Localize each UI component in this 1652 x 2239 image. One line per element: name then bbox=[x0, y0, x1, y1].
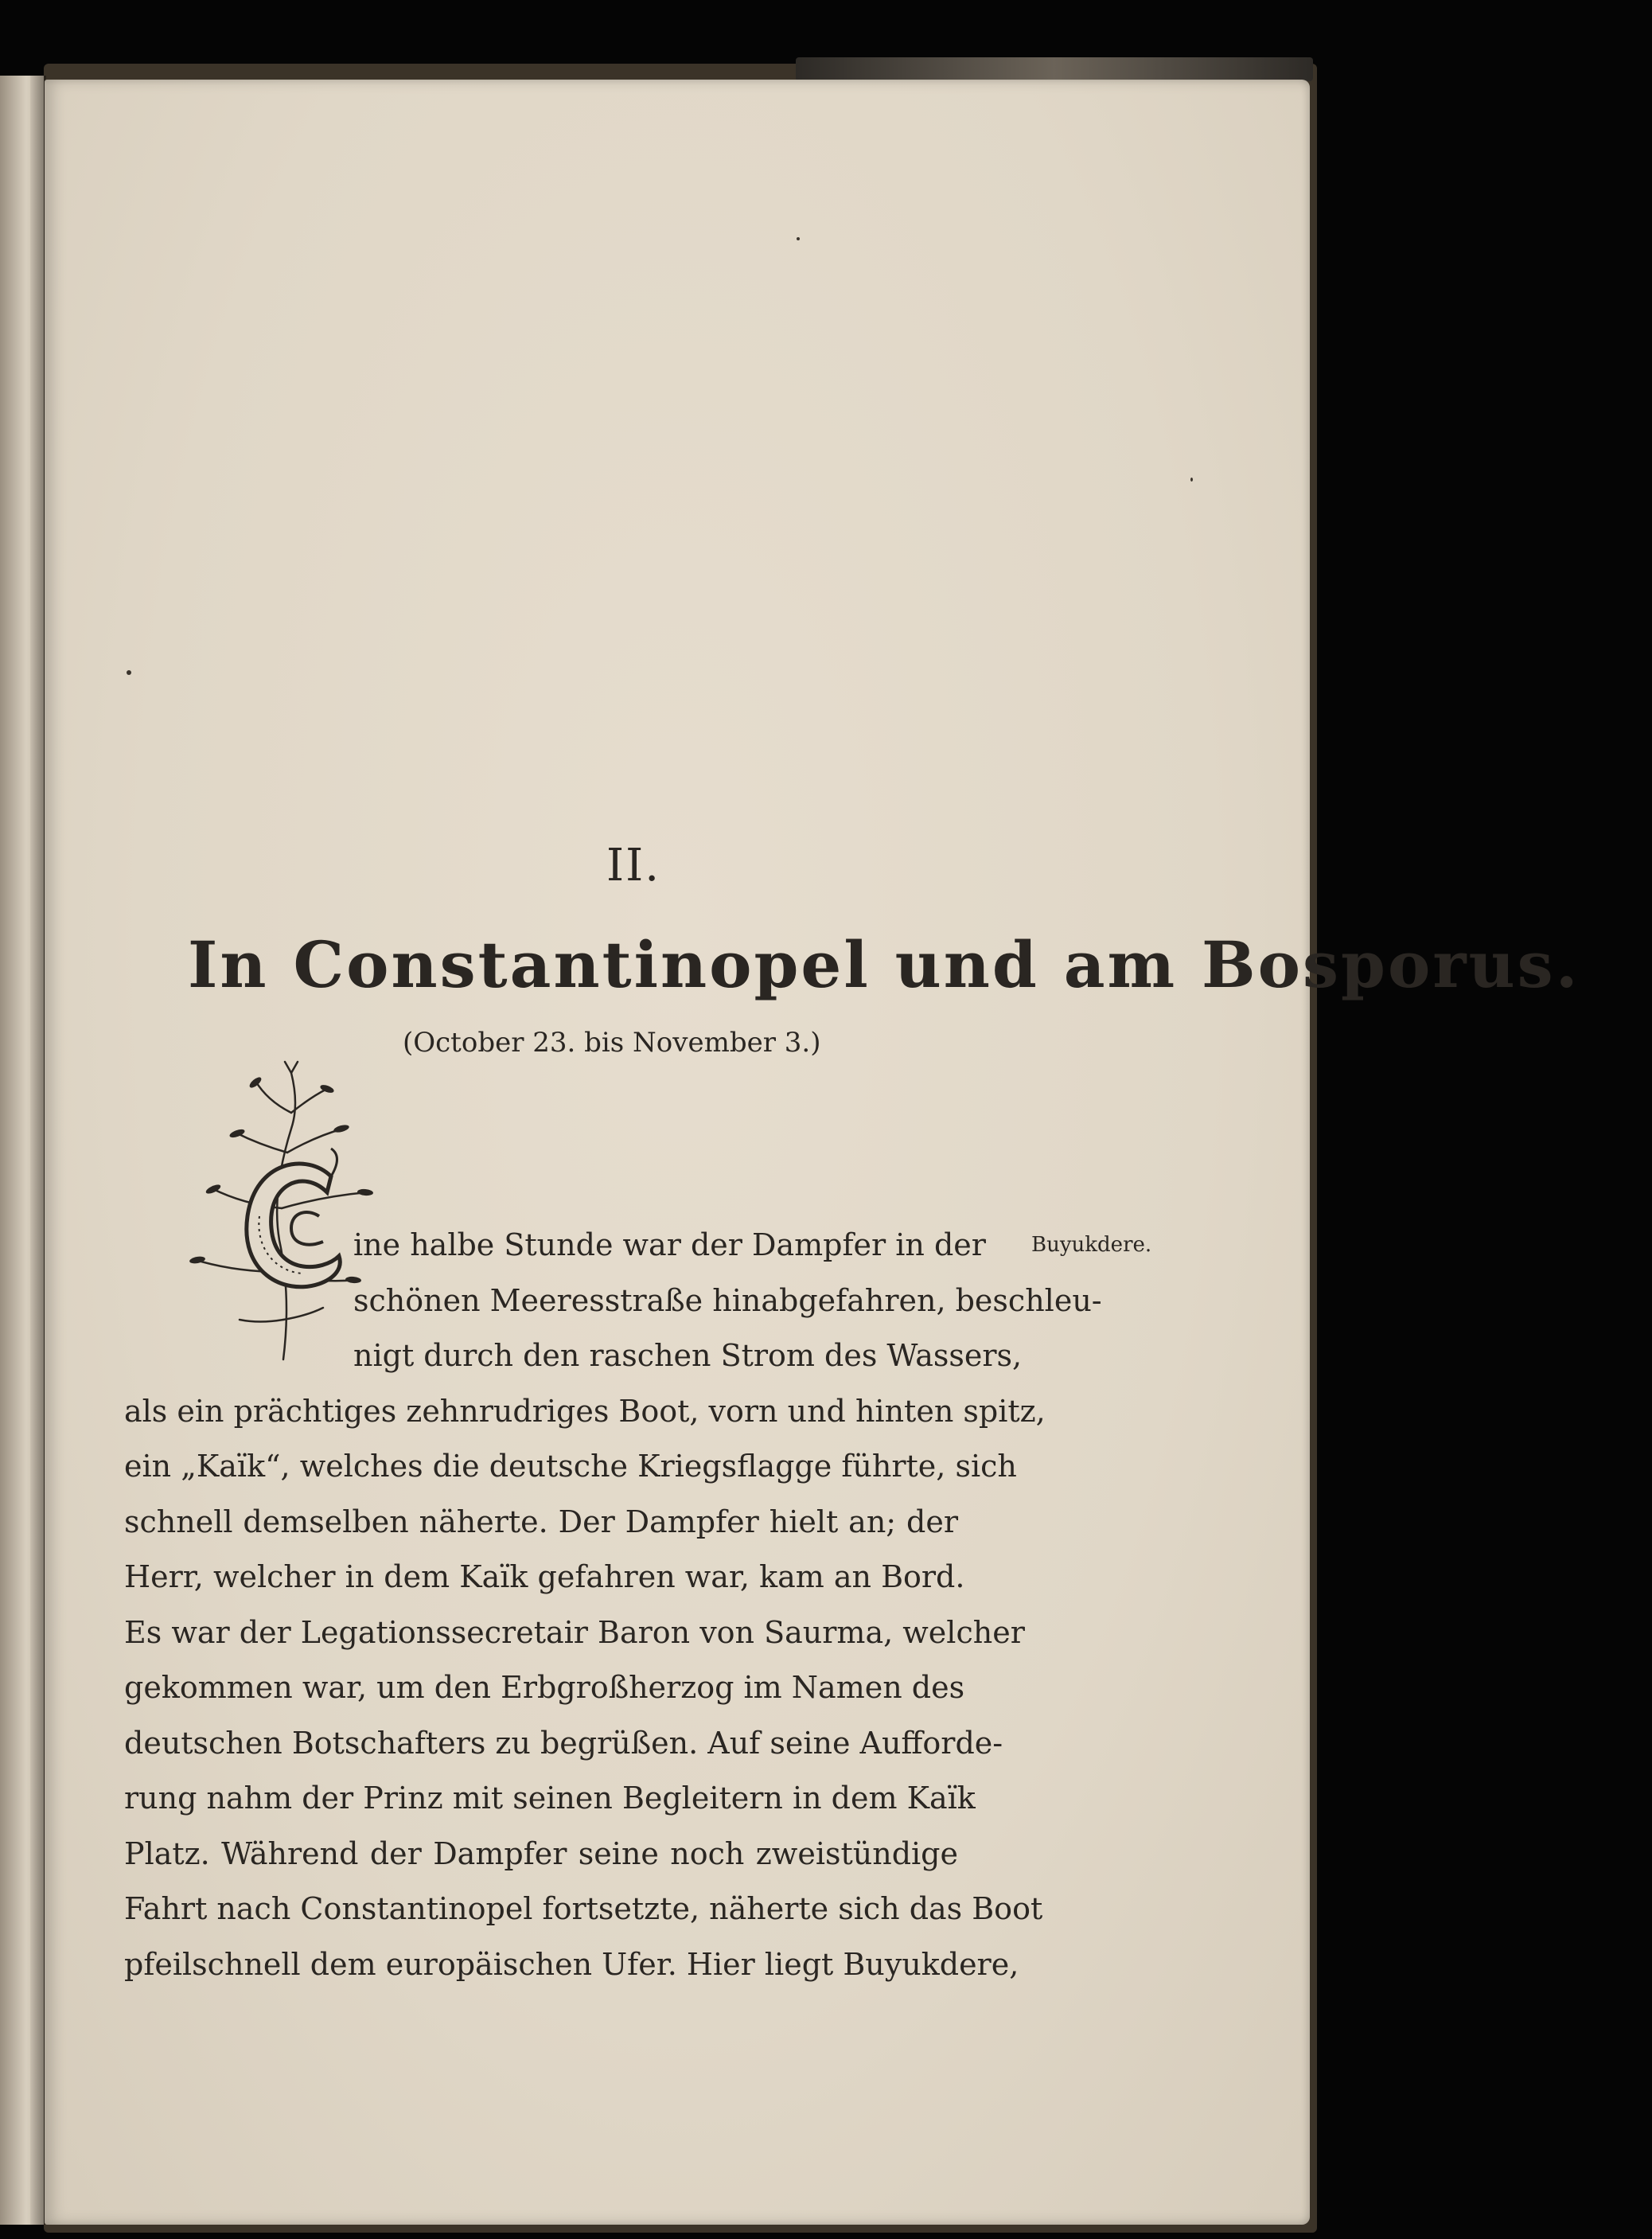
paper-speck bbox=[127, 670, 131, 675]
body-line: rung nahm der Prinz mit seinen Begleitern in dem Kaïk bbox=[124, 1781, 976, 1816]
body-line: Herr, welcher in dem Kaïk gefahren war, kam an Bord. bbox=[124, 1559, 965, 1594]
margin-note: Buyukdere. bbox=[1031, 1233, 1152, 1257]
body-line: Es war der Legationssecretair Baron von Saurma, welcher bbox=[124, 1614, 1025, 1650]
body-line: nigt durch den raschen Strom des Wassers, bbox=[353, 1338, 1023, 1373]
paper-speck bbox=[797, 237, 800, 240]
body-line: pfeilschnell dem europäischen Ufer. Hier liegt Buyukdere, bbox=[124, 1946, 1019, 1982]
body-line: ein „Kaïk“, welches die deutsche Kriegsflagge führte, sich bbox=[124, 1449, 1017, 1484]
body-line: schönen Meeresstraße hinabgefahren, beschleu- bbox=[353, 1282, 1102, 1318]
page-gutter-shadow bbox=[30, 76, 46, 2225]
body-line: Platz. Während der Dampfer seine noch zweistündige bbox=[124, 1835, 958, 1871]
book-binding-top-edge bbox=[796, 57, 1313, 81]
body-line: Fahrt nach Constantinopel fortsetzte, näherte sich das Boot bbox=[124, 1891, 1043, 1926]
paper-speck bbox=[1190, 478, 1193, 482]
book-page bbox=[45, 80, 1580, 2225]
chapter-date: (October 23. bis November 3.) bbox=[403, 1027, 821, 1059]
chapter-title: In Constantinopel und am Bosporus. bbox=[188, 927, 1580, 1002]
initial-letter-e bbox=[247, 1149, 340, 1287]
body-line: ine halbe Stunde war der Dampfer in der bbox=[353, 1227, 986, 1262]
body-line: als ein prächtiges zehnrudriges Boot, vorn und hinten spitz, bbox=[124, 1393, 1046, 1429]
initial-vine-stem bbox=[277, 1073, 295, 1359]
chapter-number: II. bbox=[606, 840, 661, 891]
body-line: deutschen Botschafters zu begrüßen. Auf seine Aufforde- bbox=[124, 1725, 1003, 1761]
body-line: gekommen war, um den Erbgroßherzog im Namen des bbox=[124, 1670, 965, 1705]
body-line: schnell demselben näherte. Der Dampfer hielt an; der bbox=[124, 1504, 958, 1539]
